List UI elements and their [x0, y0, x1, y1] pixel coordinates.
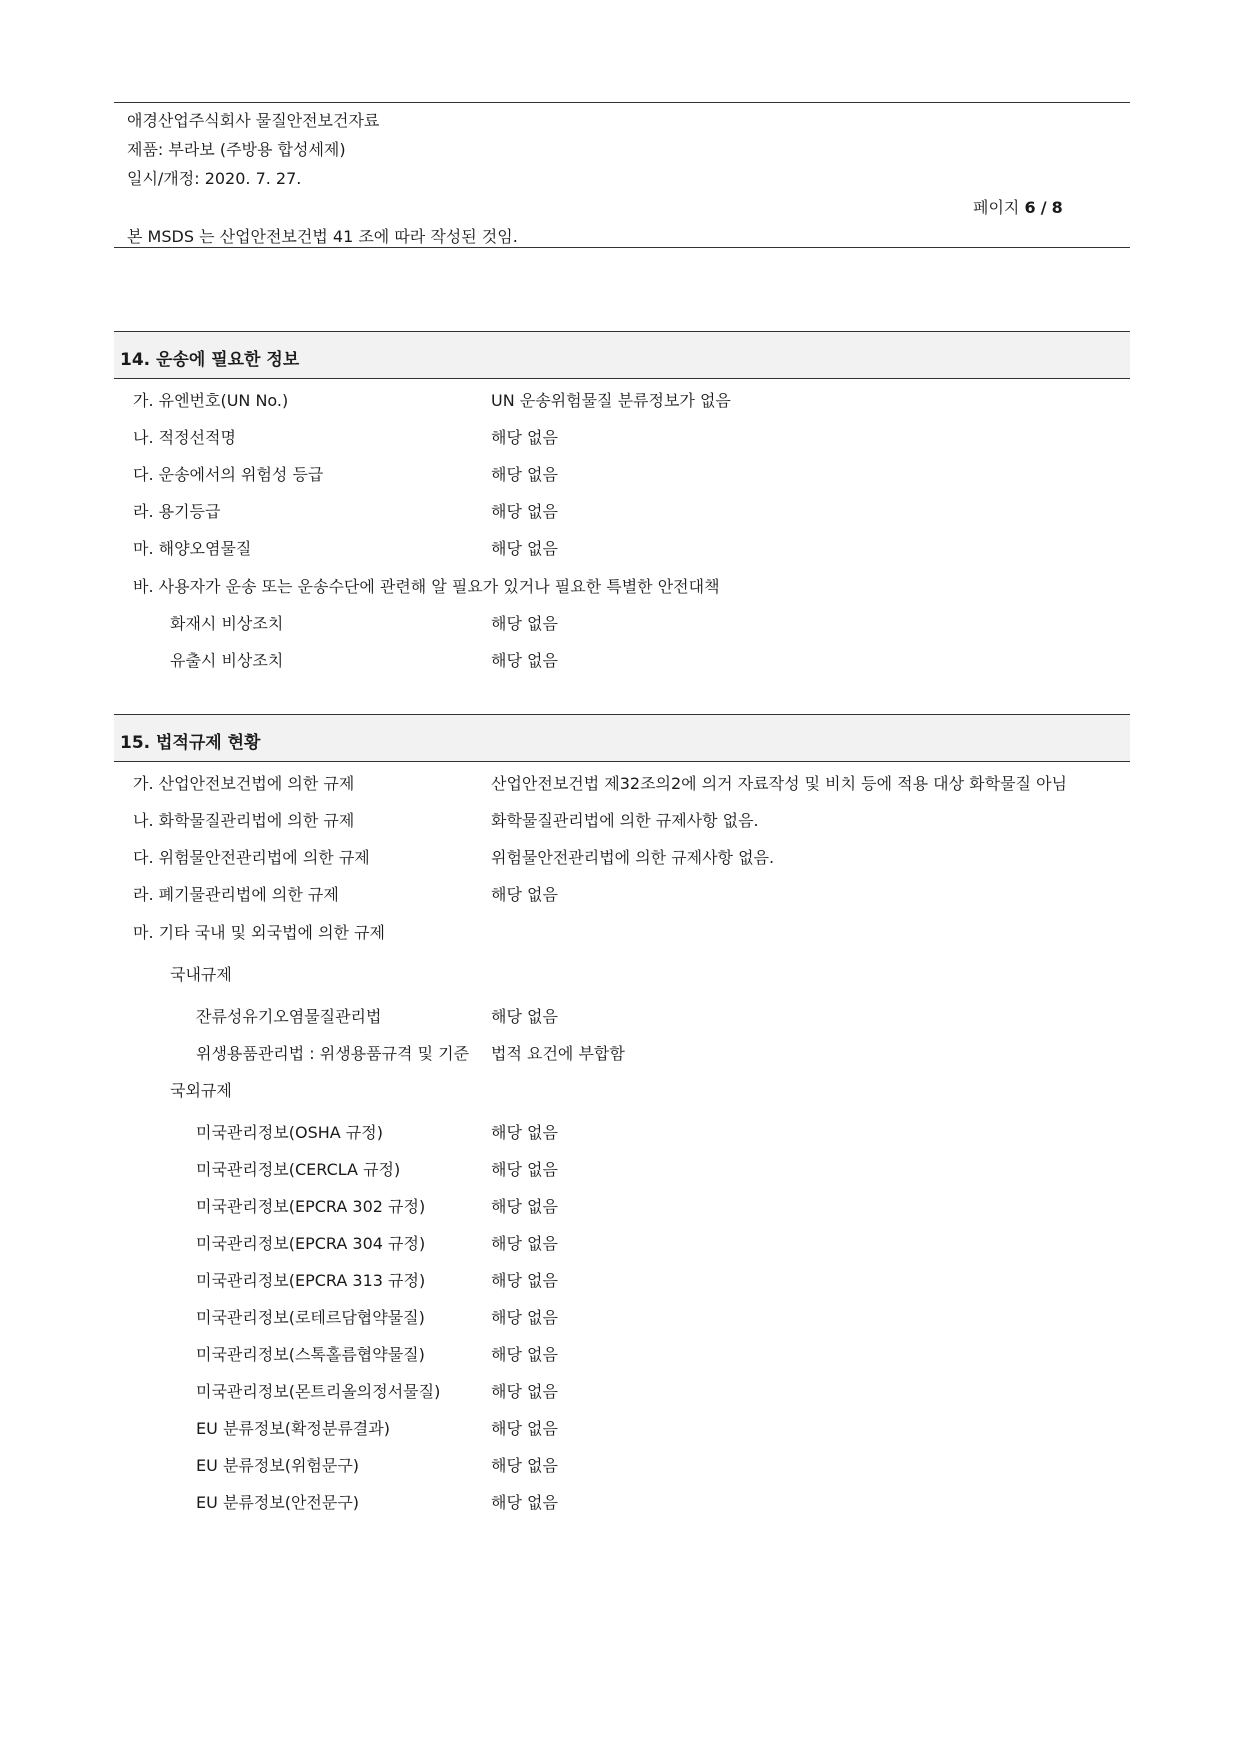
- s15-foreign-value: 해당 없음: [491, 1234, 558, 1253]
- s15-foreign-label: 미국관리정보(EPCRA 302 규정): [196, 1197, 426, 1216]
- header-notice: 본 MSDS 는 산업안전보건법 41 조에 따라 작성된 것임.: [127, 227, 518, 246]
- s14-row-label: 마. 해양오염물질: [133, 539, 252, 558]
- s14-special-label: 유출시 비상조치: [170, 651, 284, 670]
- s15-foreign-value: 해당 없음: [491, 1382, 558, 1401]
- s14-row-label: 가. 유엔번호(UN No.): [133, 391, 289, 410]
- section-14-title: 14. 운송에 필요한 정보: [120, 350, 300, 370]
- s15-domestic-label: 잔류성유기오염물질관리법: [196, 1007, 382, 1026]
- s15-row-value: 해당 없음: [491, 885, 558, 904]
- s15-row-value: 화학물질관리법에 의한 규제사항 없음.: [491, 811, 759, 830]
- s15-domestic-value: 해당 없음: [491, 1007, 558, 1026]
- page-prefix: 페이지: [973, 198, 1020, 217]
- s14-special-value: 해당 없음: [491, 614, 558, 633]
- s15-foreign-value: 해당 없음: [491, 1160, 558, 1179]
- s14-row-value: 해당 없음: [491, 539, 558, 558]
- s15-foreign-label: EU 분류정보(확정분류결과): [196, 1419, 390, 1438]
- s15-foreign-label: 미국관리정보(몬트리올의정서물질): [196, 1382, 441, 1401]
- s15-foreign-label: 미국관리정보(OSHA 규정): [196, 1123, 383, 1142]
- s15-foreign-label: EU 분류정보(위험문구): [196, 1456, 360, 1475]
- s14-special-value: 해당 없음: [491, 651, 558, 670]
- s15-foreign-heading: 국외규제: [170, 1081, 232, 1100]
- s15-domestic-heading: 국내규제: [170, 965, 232, 984]
- s15-foreign-value: 해당 없음: [491, 1456, 558, 1475]
- s15-row-label: 다. 위험물안전관리법에 의한 규제: [133, 848, 370, 867]
- s14-row-value: 해당 없음: [491, 428, 558, 447]
- s15-foreign-label: 미국관리정보(스톡홀름협약물질): [196, 1345, 425, 1364]
- header-top-rule: [114, 102, 1130, 103]
- header-date: 일시/개정: 2020. 7. 27.: [127, 169, 302, 188]
- s14-row-value: UN 운송위험물질 분류정보가 없음: [491, 391, 731, 410]
- s15-foreign-value: 해당 없음: [491, 1493, 558, 1512]
- s15-row-label: 라. 폐기물관리법에 의한 규제: [133, 885, 339, 904]
- s15-foreign-value: 해당 없음: [491, 1197, 558, 1216]
- s14-row-value: 해당 없음: [491, 465, 558, 484]
- page-separator: /: [1040, 198, 1047, 217]
- s14-row-label: 나. 적정선적명: [133, 428, 236, 447]
- s15-foreign-label: 미국관리정보(EPCRA 313 규정): [196, 1271, 426, 1290]
- section-15-title: 15. 법적규제 현황: [120, 733, 261, 753]
- page-total: 8: [1051, 198, 1063, 217]
- page-indicator: [973, 195, 1063, 218]
- s15-foreign-label: 미국관리정보(CERCLA 규정): [196, 1160, 401, 1179]
- header-company: 애경산업주식회사 물질안전보건자료: [127, 111, 380, 130]
- s15-other-heading: 마. 기타 국내 및 외국법에 의한 규제: [133, 923, 385, 942]
- header-bottom-rule: [114, 247, 1130, 248]
- s15-row-label: 가. 산업안전보건법에 의한 규제: [133, 774, 355, 793]
- s15-row-label: 나. 화학물질관리법에 의한 규제: [133, 811, 355, 830]
- s15-foreign-label: EU 분류정보(안전문구): [196, 1493, 360, 1512]
- s15-foreign-label: 미국관리정보(로테르담협약물질): [196, 1308, 425, 1327]
- s15-foreign-value: 해당 없음: [491, 1123, 558, 1142]
- s15-foreign-value: 해당 없음: [491, 1419, 558, 1438]
- s15-foreign-value: 해당 없음: [491, 1271, 558, 1290]
- s14-row-value: 해당 없음: [491, 502, 558, 521]
- s15-foreign-value: 해당 없음: [491, 1308, 558, 1327]
- header-product: 제품: 부라보 (주방용 합성세제): [127, 140, 346, 159]
- s14-special-heading: 바. 사용자가 운송 또는 운송수단에 관련해 알 필요가 있거나 필요한 특별한 안전대책: [133, 577, 720, 596]
- s15-row-value: 위험물안전관리법에 의한 규제사항 없음.: [491, 848, 775, 867]
- s14-row-label: 다. 운송에서의 위험성 등급: [133, 465, 324, 484]
- section-14-header: [114, 331, 1130, 379]
- s15-foreign-label: 미국관리정보(EPCRA 304 규정): [196, 1234, 426, 1253]
- section-15-header: [114, 714, 1130, 762]
- s15-domestic-label: 위생용품관리법 : 위생용품규격 및 기준: [196, 1044, 470, 1063]
- s14-special-label: 화재시 비상조치: [170, 614, 284, 633]
- page-current: 6: [1024, 198, 1036, 217]
- s14-row-label: 라. 용기등급: [133, 502, 221, 521]
- s15-foreign-value: 해당 없음: [491, 1345, 558, 1364]
- s15-row-value: 산업안전보건법 제32조의2에 의거 자료작성 및 비치 등에 적용 대상 화학물질 아님: [491, 774, 1067, 793]
- s15-domestic-value: 법적 요건에 부합함: [491, 1044, 625, 1063]
